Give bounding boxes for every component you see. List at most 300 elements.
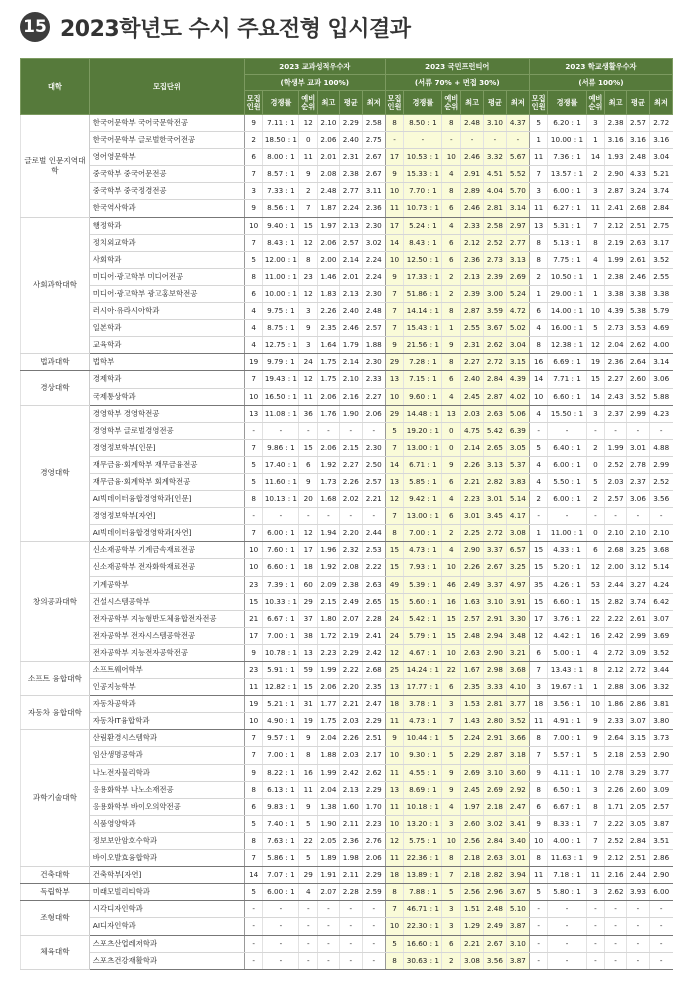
value-cell: 2.30 — [362, 354, 385, 371]
value-cell: 3.38 — [605, 285, 627, 302]
value-cell: 2.24 — [362, 268, 385, 285]
value-cell: 2.90 — [649, 747, 672, 764]
value-cell: 15 — [586, 593, 605, 610]
value-cell: 23 — [244, 662, 263, 679]
value-cell: 6 — [442, 508, 461, 525]
value-cell: 13.43 : 1 — [548, 662, 586, 679]
value-cell: 3.01 — [506, 850, 529, 867]
value-cell: 2.77 — [339, 183, 362, 200]
value-cell: 18 — [299, 559, 318, 576]
value-cell: 8 — [244, 491, 263, 508]
value-cell: 9 — [299, 166, 318, 183]
value-cell: 2.23 — [461, 491, 484, 508]
value-cell: 7.36 : 1 — [548, 149, 586, 166]
value-cell: 51.86 : 1 — [404, 285, 442, 302]
department-cell: AI디자인학과 — [89, 918, 244, 935]
value-cell: 3.81 — [649, 696, 672, 713]
value-cell: 17.77 : 1 — [404, 679, 442, 696]
value-cell: 8 — [529, 850, 548, 867]
value-cell: 2.07 — [318, 884, 340, 901]
value-cell: - — [362, 952, 385, 969]
value-cell: 2.47 — [362, 696, 385, 713]
department-cell: 사회학과 — [89, 251, 244, 268]
value-cell: 3.87 — [506, 918, 529, 935]
value-cell: 2.62 — [605, 884, 627, 901]
value-cell: 9.75 : 1 — [263, 303, 299, 320]
value-cell: 3.02 — [362, 234, 385, 251]
value-cell: 2.30 — [362, 285, 385, 302]
value-cell: 29 — [385, 354, 404, 371]
value-cell: 5 — [244, 815, 263, 832]
value-cell: 2 — [442, 268, 461, 285]
value-cell: 9 — [244, 764, 263, 781]
department-cell: 시각디자인학과 — [89, 901, 244, 918]
value-cell: 1.51 — [461, 901, 484, 918]
value-cell: 2.90 — [483, 644, 506, 661]
value-cell: 6 — [442, 935, 461, 952]
value-cell: 8.00 : 1 — [263, 149, 299, 166]
university-cell: 체육대학 — [21, 935, 90, 969]
value-cell: 0 — [586, 525, 605, 542]
value-cell: 1.99 — [318, 764, 340, 781]
department-cell: 중국학부 중국어문전공 — [89, 166, 244, 183]
department-cell: 응용화학부 바이오의약전공 — [89, 798, 244, 815]
value-cell: 5.06 — [506, 405, 529, 422]
value-cell: 2.48 — [362, 303, 385, 320]
value-cell: - — [299, 918, 318, 935]
table-row — [21, 559, 673, 576]
value-cell: 7.75 : 1 — [548, 251, 586, 268]
value-cell: 11.60 : 1 — [263, 473, 299, 490]
value-cell: 9 — [385, 166, 404, 183]
value-cell: 2.03 — [339, 747, 362, 764]
value-cell: 10 — [586, 303, 605, 320]
value-cell: - — [442, 132, 461, 149]
value-cell: 1.92 — [318, 456, 340, 473]
value-cell: - — [627, 935, 650, 952]
value-cell: 2.62 — [627, 337, 650, 354]
value-cell: 8 — [442, 354, 461, 371]
value-cell: 8 — [586, 234, 605, 251]
value-cell: 3.66 — [506, 730, 529, 747]
value-cell: 15 — [586, 371, 605, 388]
value-cell: 9.57 : 1 — [263, 730, 299, 747]
value-cell: 10 — [385, 747, 404, 764]
value-cell: 5.79 : 1 — [404, 627, 442, 644]
value-cell: 8.43 : 1 — [404, 234, 442, 251]
value-cell: 1 — [442, 320, 461, 337]
value-cell: 3.05 — [506, 439, 529, 456]
value-cell: 6.50 : 1 — [548, 781, 586, 798]
value-cell: 3.21 — [506, 644, 529, 661]
value-cell: - — [586, 901, 605, 918]
value-cell: 1.80 — [318, 610, 340, 627]
value-cell: 22.36 : 1 — [404, 850, 442, 867]
value-cell: 2.29 — [362, 867, 385, 884]
value-cell: 7.07 : 1 — [263, 867, 299, 884]
value-cell: 2.57 — [362, 320, 385, 337]
value-cell: 1.97 — [461, 798, 484, 815]
value-cell: 2.24 — [339, 200, 362, 217]
value-cell: 9 — [299, 798, 318, 815]
value-cell: 9.79 : 1 — [263, 354, 299, 371]
page-header — [20, 10, 411, 44]
value-cell: 11 — [529, 867, 548, 884]
value-cell: - — [461, 132, 484, 149]
department-cell: 경영정보학부[자연] — [89, 508, 244, 525]
value-cell: 7 — [586, 815, 605, 832]
value-cell: 36 — [299, 405, 318, 422]
value-cell: 2.27 — [362, 388, 385, 405]
value-cell: 2.72 — [605, 644, 627, 661]
group-header: 2023 학교생활우수자 — [529, 59, 672, 75]
value-cell: 5.88 — [649, 388, 672, 405]
value-cell: - — [385, 132, 404, 149]
value-cell: 3.24 — [627, 183, 650, 200]
department-cell: 재무금융·회계학부 재무금융전공 — [89, 456, 244, 473]
table-row — [21, 662, 673, 679]
results-table-wrapper — [20, 58, 673, 970]
value-cell: 10 — [442, 559, 461, 576]
value-cell: 2.57 — [605, 491, 627, 508]
value-cell: 16 — [299, 764, 318, 781]
value-cell: 1 — [529, 132, 548, 149]
value-cell: 2.82 — [483, 867, 506, 884]
value-cell: 12.75 : 1 — [263, 337, 299, 354]
value-cell: 4.04 — [483, 183, 506, 200]
table-row — [21, 884, 673, 901]
value-cell: 3.77 — [649, 764, 672, 781]
value-cell: 2.13 — [461, 268, 484, 285]
table-row — [21, 696, 673, 713]
value-cell: 7 — [385, 508, 404, 525]
value-cell: 2.57 — [461, 610, 484, 627]
value-cell: 7.00 : 1 — [404, 525, 442, 542]
department-cell: 경영학부 경영학전공 — [89, 405, 244, 422]
table-row — [21, 303, 673, 320]
value-cell: 9.83 : 1 — [263, 798, 299, 815]
value-cell: 24 — [385, 627, 404, 644]
department-cell: 스포츠산업레저학과 — [89, 935, 244, 952]
value-cell: 12.00 : 1 — [263, 251, 299, 268]
value-cell: 10.13 : 1 — [263, 491, 299, 508]
value-cell: 4 — [442, 491, 461, 508]
value-cell: 2.52 — [649, 473, 672, 490]
value-cell: 7 — [385, 285, 404, 302]
value-cell: - — [263, 918, 299, 935]
value-cell: 4.23 — [649, 405, 672, 422]
value-cell: 3 — [244, 183, 263, 200]
value-cell: 2.80 — [483, 713, 506, 730]
value-cell: 12 — [385, 644, 404, 661]
value-cell: 1.91 — [318, 867, 340, 884]
value-cell: 3.76 : 1 — [548, 610, 586, 627]
table-row — [21, 781, 673, 798]
value-cell: 22 — [299, 832, 318, 849]
value-cell: 7 — [385, 320, 404, 337]
value-cell: 2.46 — [461, 149, 484, 166]
value-cell: - — [299, 935, 318, 952]
value-cell: 2.99 — [627, 405, 650, 422]
value-cell: 2 — [586, 491, 605, 508]
value-cell: 2.77 — [506, 234, 529, 251]
value-cell: 4.97 — [506, 576, 529, 593]
value-cell: - — [605, 901, 627, 918]
table-row — [21, 525, 673, 542]
value-cell: 2.61 — [627, 610, 650, 627]
value-cell: 3.09 — [627, 644, 650, 661]
table-row — [21, 815, 673, 832]
value-cell: 3.15 — [506, 354, 529, 371]
value-cell: 18 — [529, 696, 548, 713]
value-cell: - — [362, 422, 385, 439]
value-cell: 2.27 — [461, 354, 484, 371]
value-cell: 5.37 — [506, 456, 529, 473]
value-cell: 15.43 : 1 — [404, 320, 442, 337]
subcol-header: 평균 — [627, 91, 650, 115]
value-cell: 2.40 — [339, 132, 362, 149]
value-cell: 4 — [244, 320, 263, 337]
department-cell: 전자공학부 지능형반도체융합전자전공 — [89, 610, 244, 627]
col-university: 대학 — [21, 59, 90, 115]
value-cell: 3.00 — [483, 285, 506, 302]
value-cell: 3 — [442, 918, 461, 935]
value-cell: 4 — [529, 405, 548, 422]
value-cell: 3 — [299, 303, 318, 320]
value-cell: 5.79 — [649, 303, 672, 320]
value-cell: 2.18 — [461, 867, 484, 884]
value-cell: 9 — [299, 730, 318, 747]
value-cell: 1.90 — [318, 815, 340, 832]
value-cell: 12 — [385, 832, 404, 849]
value-cell: 10.44 : 1 — [404, 730, 442, 747]
value-cell: - — [627, 918, 650, 935]
university-cell: 조형대학 — [21, 901, 90, 935]
subcol-header: 최저 — [362, 91, 385, 115]
value-cell: 3.25 — [506, 559, 529, 576]
value-cell: 10 — [244, 542, 263, 559]
value-cell: 4 — [586, 644, 605, 661]
value-cell: 6.60 : 1 — [548, 388, 586, 405]
value-cell: 2.63 — [627, 234, 650, 251]
value-cell: - — [529, 901, 548, 918]
table-row — [21, 354, 673, 371]
value-cell: 3.07 — [627, 713, 650, 730]
value-cell: 6 — [529, 303, 548, 320]
value-cell: 30.63 : 1 — [404, 952, 442, 969]
university-cell: 소프트 융합대학 — [21, 662, 90, 696]
value-cell: 1.75 — [318, 371, 340, 388]
subcol-header: 최저 — [649, 91, 672, 115]
value-cell: 1 — [529, 525, 548, 542]
department-cell: 경영학부 글로벌경영전공 — [89, 422, 244, 439]
value-cell: - — [362, 935, 385, 952]
value-cell: 2.68 — [362, 662, 385, 679]
value-cell: 5 — [442, 730, 461, 747]
department-cell: 기계공학부 — [89, 576, 244, 593]
value-cell: 2.21 — [461, 473, 484, 490]
value-cell: 2.22 — [605, 610, 627, 627]
value-cell: 2.40 — [461, 371, 484, 388]
value-cell: 17 — [244, 627, 263, 644]
value-cell: - — [318, 508, 340, 525]
value-cell: 13.89 : 1 — [404, 867, 442, 884]
value-cell: 8 — [529, 234, 548, 251]
value-cell: 4 — [529, 456, 548, 473]
value-cell: 6.27 : 1 — [548, 200, 586, 217]
value-cell: 7 — [244, 439, 263, 456]
value-cell: 3 — [442, 815, 461, 832]
table-row — [21, 747, 673, 764]
value-cell: 2.60 — [461, 815, 484, 832]
group-header: 2023 국민프런티어 — [385, 59, 529, 75]
value-cell: 5.24 : 1 — [404, 217, 442, 234]
value-cell: 5 — [586, 473, 605, 490]
value-cell: 1.72 — [318, 627, 340, 644]
subcol-header: 모집 인원 — [385, 91, 404, 115]
results-table — [20, 58, 673, 970]
value-cell: 3.74 — [649, 183, 672, 200]
value-cell: 2.38 — [339, 166, 362, 183]
table-row — [21, 713, 673, 730]
value-cell: 5 — [299, 850, 318, 867]
subcol-header: 예비 순위 — [586, 91, 605, 115]
value-cell: 3.37 — [483, 576, 506, 593]
value-cell: 5.31 : 1 — [548, 217, 586, 234]
table-row — [21, 251, 673, 268]
value-cell: - — [299, 952, 318, 969]
value-cell: 19 — [299, 713, 318, 730]
value-cell: 10.78 : 1 — [263, 644, 299, 661]
value-cell: 2.04 — [318, 781, 340, 798]
value-cell: 2.92 — [506, 781, 529, 798]
value-cell: 16 — [586, 627, 605, 644]
value-cell: 2.14 — [461, 439, 484, 456]
value-cell: 2.53 — [362, 542, 385, 559]
value-cell: 13 — [529, 217, 548, 234]
value-cell: 1.46 — [318, 268, 340, 285]
value-cell: 2.06 — [318, 388, 340, 405]
value-cell: 5 — [586, 747, 605, 764]
value-cell: 2.82 — [483, 473, 506, 490]
value-cell: 2.67 — [362, 166, 385, 183]
value-cell: 2.46 — [339, 320, 362, 337]
value-cell: 3.48 — [506, 627, 529, 644]
value-cell: 2.19 — [605, 234, 627, 251]
value-cell: 53 — [586, 576, 605, 593]
value-cell: 2.04 — [605, 337, 627, 354]
value-cell: 2.21 — [362, 491, 385, 508]
value-cell: 13 — [385, 781, 404, 798]
table-row — [21, 132, 673, 149]
value-cell: 12.82 : 1 — [263, 679, 299, 696]
value-cell: 21 — [244, 610, 263, 627]
university-cell: 창의공과대학 — [21, 542, 90, 662]
value-cell: 2.63 — [483, 850, 506, 867]
value-cell: 3.05 — [627, 815, 650, 832]
table-row — [21, 798, 673, 815]
value-cell: 2.06 — [318, 679, 340, 696]
value-cell: 2.48 — [627, 149, 650, 166]
value-cell: 5 — [385, 422, 404, 439]
value-cell: 3.56 — [649, 491, 672, 508]
value-cell: 2.72 — [483, 354, 506, 371]
value-cell: 7.40 : 1 — [263, 815, 299, 832]
value-cell: 2.78 — [605, 764, 627, 781]
value-cell: 5 — [529, 884, 548, 901]
value-cell: - — [318, 935, 340, 952]
value-cell: 2.46 — [627, 268, 650, 285]
value-cell: 37 — [299, 610, 318, 627]
value-cell: 31 — [299, 696, 318, 713]
value-cell: 2.05 — [627, 798, 650, 815]
university-cell: 법과대학 — [21, 354, 90, 371]
university-cell: 과학기술대학 — [21, 730, 90, 867]
value-cell: 6.60 : 1 — [263, 559, 299, 576]
value-cell: 10.18 : 1 — [404, 798, 442, 815]
value-cell: 13.57 : 1 — [548, 166, 586, 183]
value-cell: 17 — [299, 542, 318, 559]
value-cell: 5 — [586, 320, 605, 337]
value-cell: 2.64 — [627, 354, 650, 371]
value-cell: 15.33 : 1 — [404, 166, 442, 183]
value-cell: 9 — [299, 320, 318, 337]
value-cell: 2.12 — [605, 662, 627, 679]
value-cell: 23 — [244, 576, 263, 593]
value-cell: 1.98 — [339, 850, 362, 867]
value-cell: 5.57 : 1 — [548, 747, 586, 764]
col-department: 모집단위 — [89, 59, 244, 115]
value-cell: 2 — [586, 166, 605, 183]
value-cell: 3.68 — [649, 542, 672, 559]
value-cell: 3.59 — [483, 303, 506, 320]
value-cell: 8.57 : 1 — [263, 166, 299, 183]
value-cell: 4.75 — [461, 422, 484, 439]
value-cell: 2.62 — [362, 764, 385, 781]
value-cell: 2.90 — [461, 542, 484, 559]
value-cell: 6.71 : 1 — [404, 456, 442, 473]
value-cell: 2.73 — [605, 320, 627, 337]
value-cell: 4.37 — [506, 115, 529, 132]
value-cell: - — [339, 935, 362, 952]
university-cell: 경영대학 — [21, 405, 90, 542]
value-cell: 23 — [299, 268, 318, 285]
value-cell: 15 — [299, 439, 318, 456]
table-row — [21, 850, 673, 867]
value-cell: 12 — [299, 115, 318, 132]
value-cell: - — [362, 901, 385, 918]
value-cell: 10 — [244, 559, 263, 576]
value-cell: 5 — [442, 747, 461, 764]
value-cell: 11 — [299, 388, 318, 405]
value-cell: 2.31 — [461, 337, 484, 354]
value-cell: 10.53 : 1 — [404, 149, 442, 166]
table-row — [21, 679, 673, 696]
value-cell: 16.00 : 1 — [548, 320, 586, 337]
value-cell: - — [339, 952, 362, 969]
value-cell: 5.91 : 1 — [263, 662, 299, 679]
value-cell: 5.21 : 1 — [263, 696, 299, 713]
value-cell: 5.14 — [506, 491, 529, 508]
value-cell: 15.50 : 1 — [548, 405, 586, 422]
value-cell: 2.49 — [483, 918, 506, 935]
value-cell: 2.63 — [362, 576, 385, 593]
department-cell: 건축학부[자연] — [89, 867, 244, 884]
value-cell: 2.10 — [649, 525, 672, 542]
department-cell: 임산생명공학과 — [89, 747, 244, 764]
value-cell: 3.32 — [649, 679, 672, 696]
value-cell: 5.21 — [649, 166, 672, 183]
